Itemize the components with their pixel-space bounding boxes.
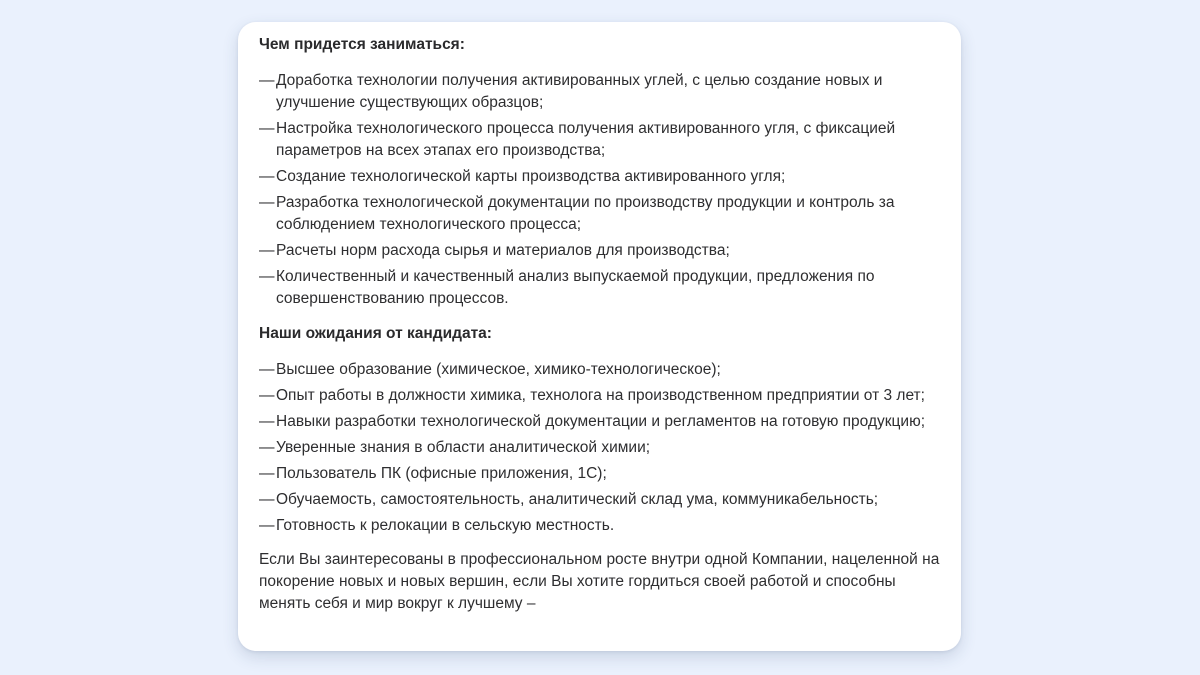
- dash-bullet: —: [259, 439, 275, 456]
- list-item-text: Разработка технологической документации по производству продукции и контроль за соблюдением технологического процесса;: [276, 194, 895, 233]
- expectations-section-title: Наши ожидания от кандидата:: [259, 325, 492, 342]
- dash-bullet: —: [259, 491, 275, 508]
- dash-bullet: —: [259, 387, 275, 404]
- expectations-list: [259, 359, 943, 537]
- duties-list: [259, 70, 943, 310]
- list-item: [259, 489, 943, 511]
- list-item: [259, 385, 943, 407]
- dash-bullet: —: [259, 242, 275, 259]
- list-item-text: Высшее образование (химическое, химико-технологическое);: [276, 361, 721, 378]
- list-item: [259, 240, 943, 262]
- list-item-text: Опыт работы в должности химика, технолога на производственном предприятии от 3 лет;: [276, 387, 925, 404]
- dash-bullet: —: [259, 194, 275, 211]
- dash-bullet: —: [259, 413, 275, 430]
- list-item: [259, 463, 943, 485]
- list-item: [259, 359, 943, 381]
- list-item: [259, 266, 943, 310]
- vacancy-description-card: [238, 22, 961, 651]
- dash-bullet: —: [259, 120, 275, 137]
- list-item-text: Расчеты норм расхода сырья и материалов для производства;: [276, 242, 730, 259]
- closing-paragraph: Если Вы заинтересованы в профессиональном росте внутри одной Компании, нацеленной на покорение новых и новых вершин, если Вы хотите гордиться своей работой и способны менять себя и мир вокруг к лучшему –: [259, 551, 940, 612]
- list-item-text: Уверенные знания в области аналитической химии;: [276, 439, 651, 456]
- dash-bullet: —: [259, 361, 275, 378]
- list-item: [259, 437, 943, 459]
- dash-bullet: —: [259, 72, 275, 89]
- list-item: [259, 70, 943, 114]
- list-item-text: Пользователь ПК (офисные приложения, 1С);: [276, 465, 607, 482]
- list-item: [259, 166, 943, 188]
- list-item-text: Готовность к релокации в сельскую местность.: [276, 517, 615, 534]
- list-item-text: Доработка технологии получения активированных углей, с целью создание новых и улучшение существующих образцов;: [276, 72, 883, 111]
- duties-section-title: Чем придется заниматься:: [259, 36, 465, 53]
- list-item-text: Навыки разработки технологической документации и регламентов на готовую продукцию;: [276, 413, 926, 430]
- dash-bullet: —: [259, 268, 275, 285]
- list-item: [259, 192, 943, 236]
- list-item-text: Количественный и качественный анализ выпускаемой продукции, предложения по совершенствованию процессов.: [276, 268, 875, 307]
- list-item: [259, 118, 943, 162]
- dash-bullet: —: [259, 168, 275, 185]
- list-item-text: Создание технологической карты производства активированного угля;: [276, 168, 786, 185]
- dash-bullet: —: [259, 465, 275, 482]
- list-item-text: Обучаемость, самостоятельность, аналитический склад ума, коммуникабельность;: [276, 491, 879, 508]
- list-item: [259, 515, 943, 537]
- dash-bullet: —: [259, 517, 275, 534]
- list-item: [259, 411, 943, 433]
- list-item-text: Настройка технологического процесса получения активированного угля, с фиксацией параметров на всех этапах его производства;: [276, 120, 896, 159]
